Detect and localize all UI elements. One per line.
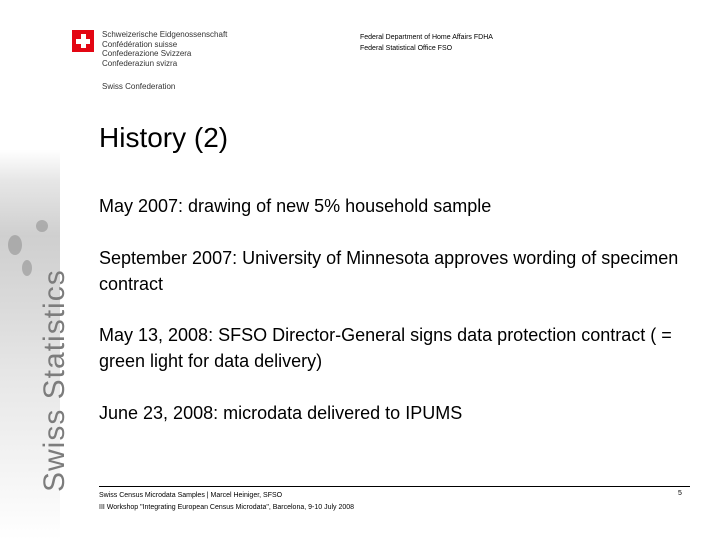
footer-divider (99, 486, 690, 487)
footer-text (99, 490, 354, 514)
history-item: June 23, 2008: microdata delivered to IPUMS (99, 403, 463, 423)
footer-line: Swiss Census Microdata Samples | Marcel Heiniger, SFSO (99, 492, 283, 499)
page-number: 5 (678, 490, 682, 497)
flag-cross (81, 34, 86, 48)
slide-title: History (2) (99, 122, 229, 153)
confederation-english: Swiss Confederation (102, 82, 176, 91)
photo-figure (8, 235, 22, 255)
department-name: Federal Department of Home Affairs FDHA (360, 34, 493, 41)
confederation-line: Confederazione Svizzera (102, 49, 192, 58)
photo-figure (36, 220, 48, 232)
confederation-line: Confederaziun svizra (102, 58, 178, 68)
swiss-statistics-brand: Swiss Statistics (38, 269, 71, 492)
office-name: Federal Statistical Office FSO (360, 45, 453, 52)
photo-figure (22, 260, 32, 276)
swiss-flag-logo (72, 30, 94, 52)
history-item: September 2007: University of Minnesota approves wording of specimen contract (99, 248, 679, 294)
confederation-wordmark (102, 30, 227, 92)
confederation-line: Schweizerische Eidgenossenschaft (102, 30, 228, 39)
footer-line: III Workshop "Integrating European Census Microdata", Barcelona, 9-10 July 2008 (99, 504, 355, 511)
confederation-line: Confédération suisse (102, 39, 178, 49)
department-info (360, 32, 493, 54)
history-item: May 13, 2008: SFSO Director-General signs data protection contract ( = green light for data delivery) (99, 325, 672, 371)
history-item: May 2007: drawing of new 5% household sample (99, 196, 492, 216)
